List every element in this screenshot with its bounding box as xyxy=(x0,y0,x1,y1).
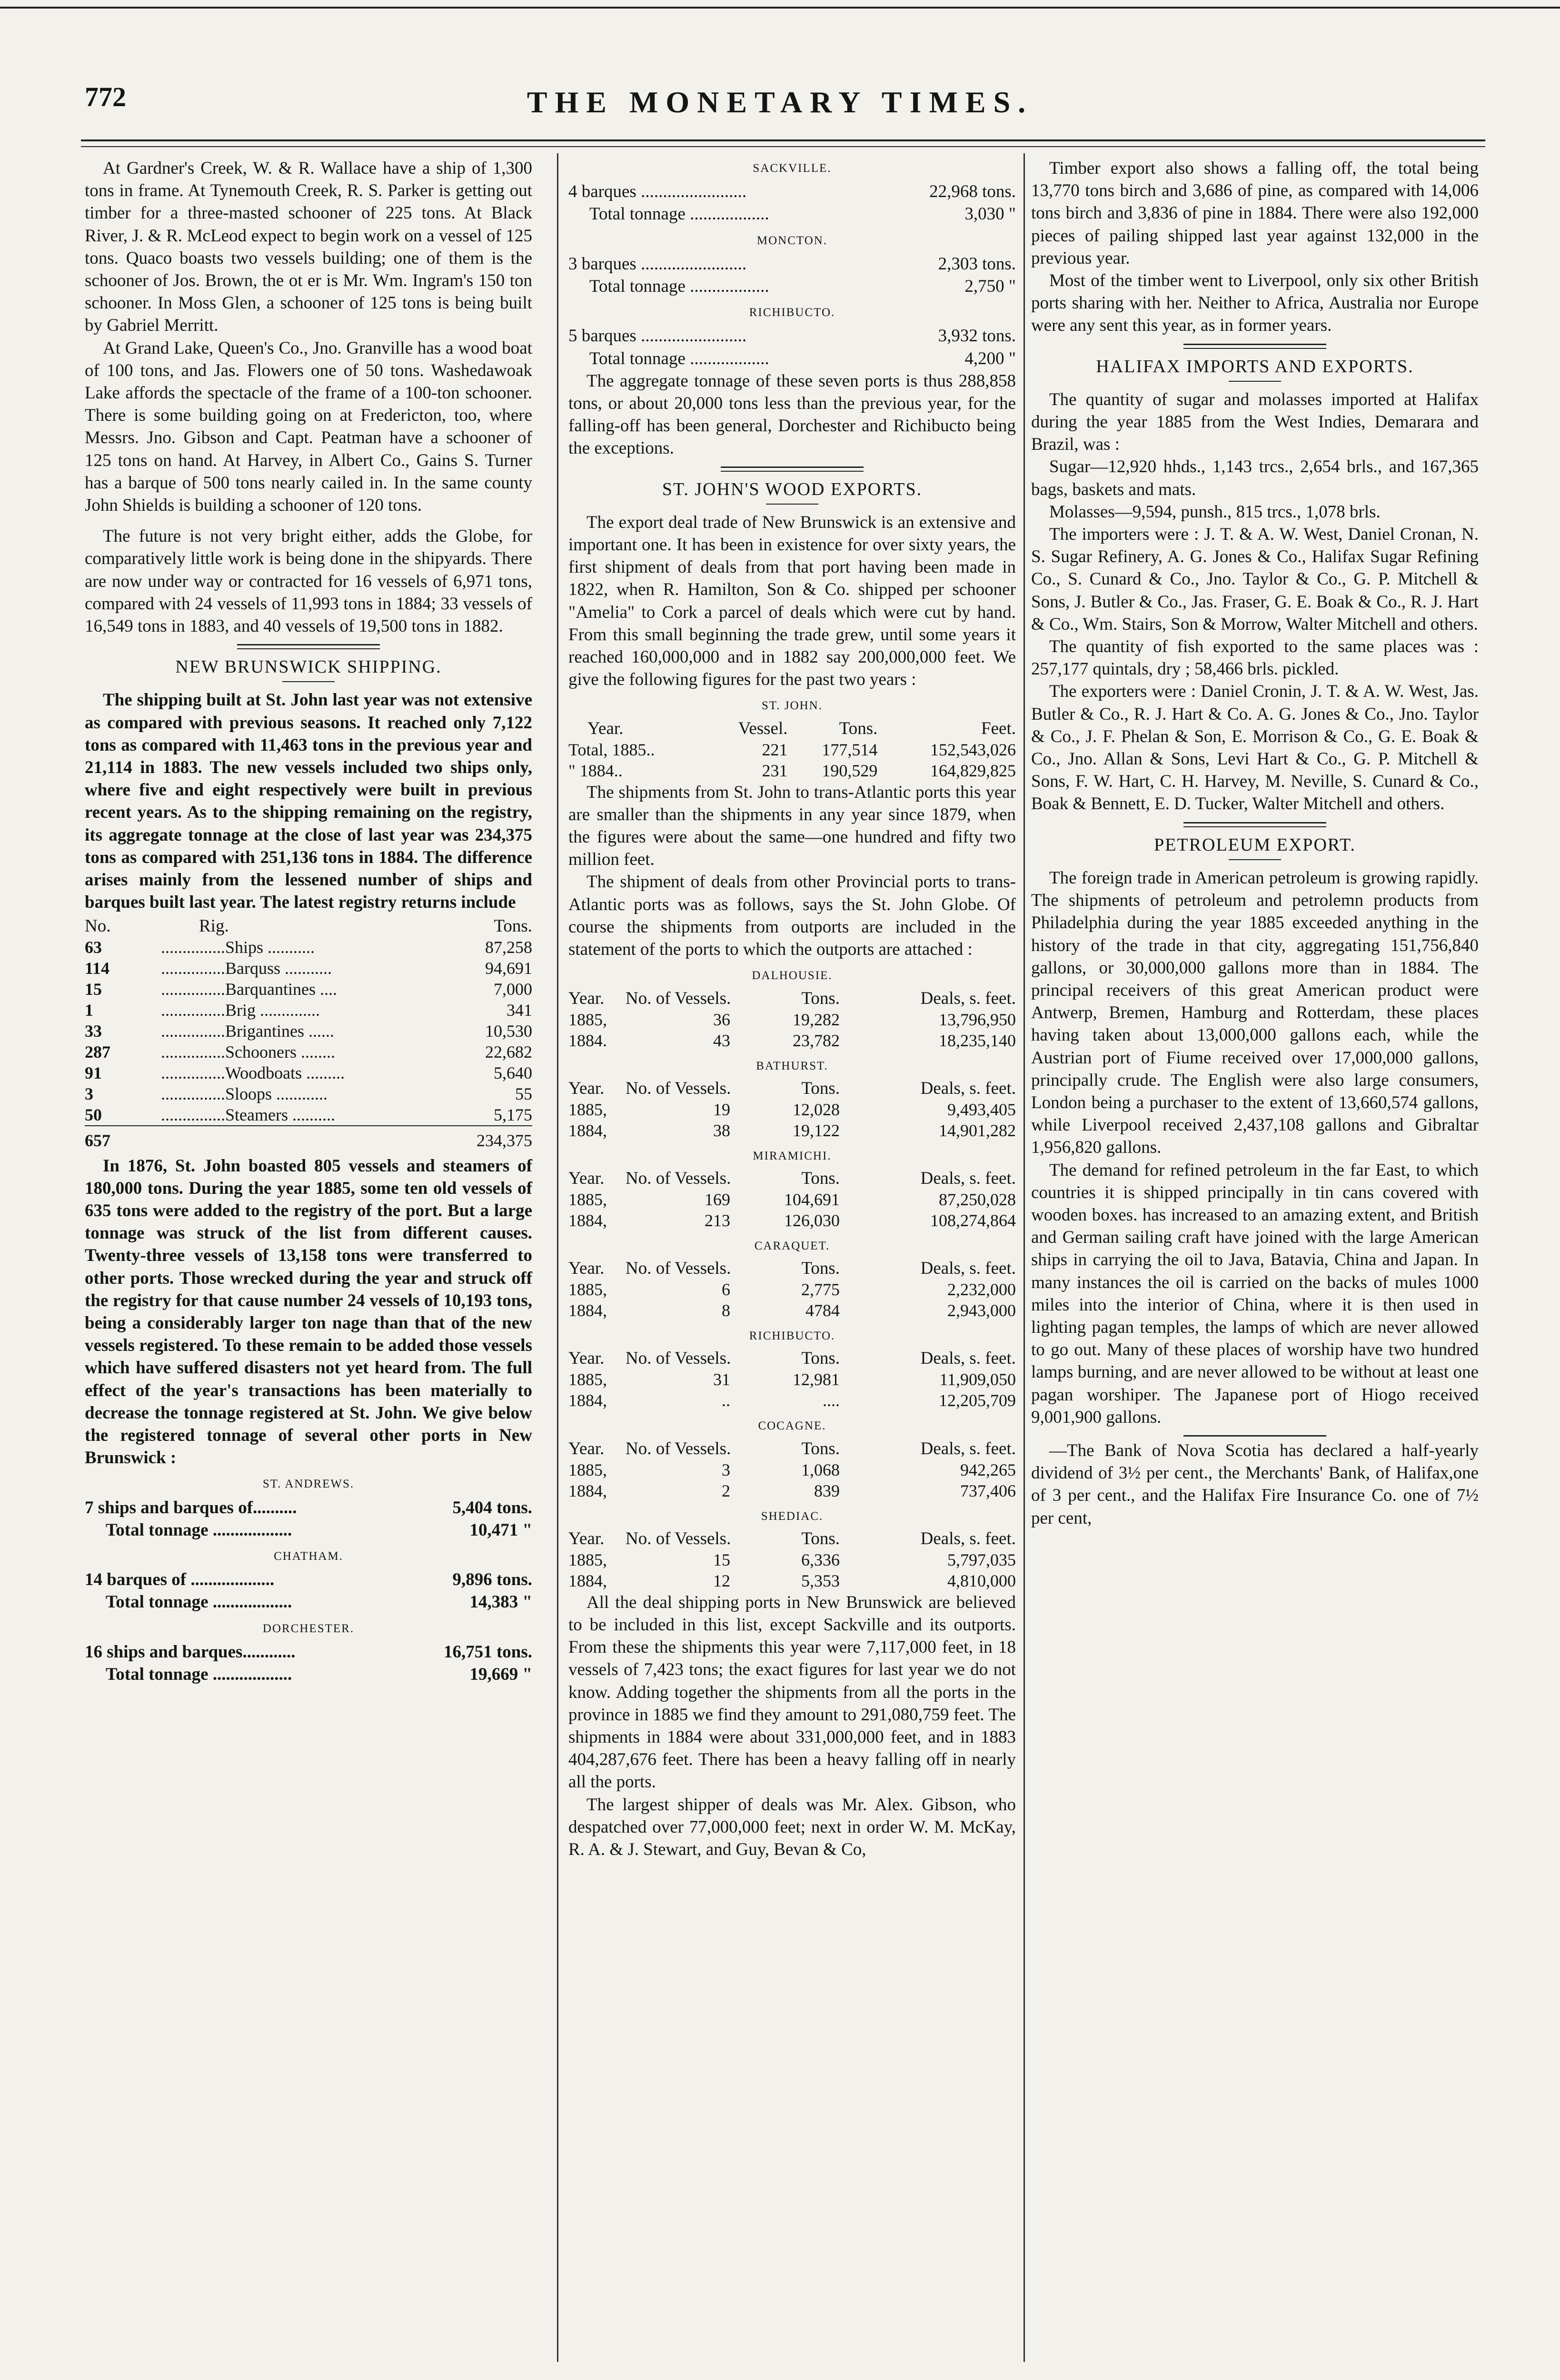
table-row xyxy=(568,1480,1016,1501)
header-rule-thin xyxy=(81,146,1485,147)
table-row: Total, 1885.. 221 177,514 152,543,026 xyxy=(568,740,1016,759)
deal-year: 1885, xyxy=(568,1550,607,1569)
deal-head-year: Year. xyxy=(568,988,605,1008)
table-row xyxy=(568,1459,1016,1480)
paragraph: Timber export also shows a falling off, the total being 13,770 tons birch and 3,686 of pine, as compared with 14,006 tons birch and 3,836 of pine in 1884. There were also 192,000 pieces of pailing shipped last year against 132,000 in the previous year. xyxy=(1031,159,1479,268)
deal-tons: 23,782 xyxy=(793,1031,840,1050)
paragraph: The shipment of deals from other Provincial ports to trans-Atlantic ports was as follows, says the St. John Globe. Of course the shipments from outports are included in the statement of the ports to which the outports are attached : xyxy=(568,872,1016,960)
registry-head-no: No. xyxy=(85,916,111,936)
deal-vessels: .. xyxy=(722,1391,730,1410)
deal-head-vessels: No. of Vessels. xyxy=(626,1528,731,1548)
table-row xyxy=(568,1279,1016,1300)
deal-year: 1884, xyxy=(568,1391,607,1410)
paragraph: Most of the timber went to Liverpool, only six other British ports sharing with her. Neither to Africa, Australia nor Europe were any sent this year, as in former years. xyxy=(1031,271,1479,336)
deal-head-vessels: No. of Vessels. xyxy=(626,1349,731,1368)
deal-vessels: 19 xyxy=(713,1100,730,1119)
deal-feet: 87,250,028 xyxy=(939,1190,1016,1209)
deal-vessels: 6 xyxy=(722,1280,730,1299)
section-rule xyxy=(1183,348,1326,349)
table-header-row xyxy=(568,1438,1016,1459)
paragraph: At Grand Lake, Queen's Co., Jno. Granville has a wood boat of 100 tons, and Jas. Flowers one of 50 tons. Washedawoak Lake affords the spectacle of the frame of a 100-ton schooner. There is some building going on at Fredericton, too, where Messrs. Jno. Gibson and Capt. Peatman have a schooner of 125 tons on hand. At Harvey, in Albert Co., Gains S. Turner has a barque of 500 tons nearly cailed in. In the same county John Shields is building a schooner of 120 tons. xyxy=(85,338,532,516)
paragraph: The aggregate tonnage of these seven ports is thus 288,858 tons, or about 20,000 tons less than the previous year, for the falling-off has been general, Dorchester and Richibucto being the exceptions. xyxy=(568,371,1016,458)
port-row: Total tonnage .................. 4,200 " xyxy=(589,348,1016,368)
registry-table xyxy=(85,916,532,1151)
deal-head-tons: Tons. xyxy=(801,1168,840,1188)
deal-tons: 839 xyxy=(814,1481,840,1500)
table-total-row: 657 234,375 xyxy=(85,1126,532,1151)
table-row xyxy=(568,1189,1016,1210)
section-rule xyxy=(1183,822,1326,823)
deal-year: 1885, xyxy=(568,1280,607,1299)
deal-vessels: 2 xyxy=(722,1481,730,1500)
masthead-title: THE MONETARY TIMES. xyxy=(527,85,1033,119)
deal-feet: 12,205,709 xyxy=(939,1391,1016,1410)
section-title-halifax: HALIFAX IMPORTS AND EXPORTS. xyxy=(1096,356,1414,377)
deal-feet: 108,274,864 xyxy=(930,1210,1016,1230)
section-title-wood-exports: ST. JOHN'S WOOD EXPORTS. xyxy=(662,479,923,499)
paragraph: The quantity of sugar and molasses imported at Halifax during the year 1885 from the West Indies, Demarara and Brazil, was : xyxy=(1031,389,1479,455)
deal-year: 1884, xyxy=(568,1210,607,1230)
deal-feet: 11,909,050 xyxy=(939,1370,1016,1389)
deal-head-year: Year. xyxy=(568,1078,605,1098)
table-row xyxy=(568,1570,1016,1591)
table-header-row xyxy=(568,988,1016,1009)
deal-head-vessels: No. of Vessels. xyxy=(626,1168,731,1188)
section-rule xyxy=(237,648,380,649)
port-row: Total tonnage .................. 19,669 " xyxy=(106,1664,532,1684)
deal-head-feet: Deals, s. feet. xyxy=(920,1168,1016,1188)
deal-feet: 14,901,282 xyxy=(939,1121,1016,1140)
deal-head-feet: Deals, s. feet. xyxy=(920,1438,1016,1458)
deal-head-tons: Tons. xyxy=(801,988,840,1008)
deal-feet: 2,943,000 xyxy=(947,1301,1016,1320)
deal-head-tons: Tons. xyxy=(801,1078,840,1098)
deal-year: 1885, xyxy=(568,1010,607,1029)
deal-vessels: 3 xyxy=(722,1460,730,1479)
section-rule xyxy=(237,644,380,645)
paragraph: The demand for refined petroleum in the far East, to which countries it is shipped principally in tin cans covered with wooden boxes. has increased to an amazing extent, and British and German sailing craft have joined with the large American ships in carrying the oil to Java, Batavia, China and Japan. In many instances the oil is carried on the backs of mules 1000 miles into the interior of China, where it is then used in lighting pagan temples, the lamps of which are never allowed to go out. Many of these places of worship have two hundred lamps burning, and are never allowed to be without at least one pagan worshiper. The Japanese port of Hiogo received 9,001,900 gallons. xyxy=(1031,1160,1479,1427)
column-3 xyxy=(1031,157,1479,1529)
port-heading: ST. JOHN. xyxy=(762,699,823,713)
deal-year: 1885, xyxy=(568,1190,607,1209)
port-row: 7 ships and barques of.......... 5,404 tons. xyxy=(85,1497,532,1517)
deal-year: 1885, xyxy=(568,1100,607,1119)
paragraph: The largest shipper of deals was Mr. Alex. Gibson, who despatched over 77,000,000 feet; next in order W. M. McKay, R. A. & J. Stewart, and Guy, Bevan & Co, xyxy=(568,1795,1016,1859)
table-row xyxy=(568,1369,1016,1390)
registry-head-rig: Rig. xyxy=(199,916,229,936)
port-row: Total tonnage .................. 3,030 " xyxy=(589,204,1016,224)
section-rule xyxy=(1183,1435,1326,1437)
deal-vessels: 12 xyxy=(713,1571,730,1590)
deal-head-year: Year. xyxy=(568,1259,605,1279)
deal-feet: 5,797,035 xyxy=(947,1550,1016,1569)
deal-head-tons: Tons. xyxy=(801,1438,840,1458)
table-row: 1 ...............Brig .............. 341 xyxy=(85,1000,532,1020)
section-rule xyxy=(721,471,864,472)
paragraph: Sugar—12,920 hhds., 1,143 trcs., 2,654 brls., and 167,365 bags, baskets and mats. xyxy=(1031,457,1479,499)
port-row: 5 barques ........................ 3,932 tons. xyxy=(568,326,1016,346)
column-divider-1 xyxy=(557,153,558,2362)
paragraph: The quantity of fish exported to the same places was : 257,177 quintals, dry ; 58,466 brls. pickled. xyxy=(1031,637,1479,679)
deal-head-vessels: No. of Vessels. xyxy=(626,1438,731,1458)
port-row: Total tonnage .................. 2,750 " xyxy=(589,277,1016,297)
port-row: Total tonnage .................. 14,383 " xyxy=(106,1592,532,1612)
deal-year: 1884, xyxy=(568,1571,607,1590)
deal-feet: 13,796,950 xyxy=(939,1010,1016,1029)
column-2 xyxy=(568,157,1016,1861)
deal-tons: 126,030 xyxy=(784,1210,840,1230)
table-row: 287 ...............Schooners ........ 22,682 xyxy=(85,1042,532,1061)
port-heading: BATHURST. xyxy=(756,1059,828,1072)
page-number: 772 xyxy=(85,81,126,112)
table-row xyxy=(568,1009,1016,1030)
deal-head-tons: Tons. xyxy=(801,1259,840,1279)
table-row xyxy=(568,1120,1016,1141)
deal-vessels: 15 xyxy=(713,1550,730,1569)
port-heading: SHEDIAC. xyxy=(761,1509,824,1523)
deal-tons: 2,775 xyxy=(801,1280,840,1299)
table-row: 3 ...............Sloops ............ 55 xyxy=(85,1084,532,1103)
port-heading: DORCHESTER. xyxy=(262,1622,355,1635)
deal-head-feet: Deals, s. feet. xyxy=(920,1528,1016,1548)
port-heading: ST. ANDREWS. xyxy=(262,1478,355,1491)
paragraph: The future is not very bright either, adds the Globe, for comparatively little work is being done in the shipyards. There are now under way or contracted for 16 vessels of 6,971 tons, compared with 24 vessels of 11,993 tons in 1884; 33 vessels of 16,549 tons in 1883, and 40 vessels of 19,500 tons in 1882. xyxy=(85,526,532,636)
deal-year: 1885, xyxy=(568,1460,607,1479)
deal-year: 1884, xyxy=(568,1481,607,1500)
paragraph: In 1876, St. John boasted 805 vessels and steamers of 180,000 tons. During the year 1885, some ten old vessels of 635 tons were added to the registry of the port. But a large tonnage was struck of the list from different causes. Twenty-three vessels of 13,158 tons were transferred to other ports. Those wrecked during the year and struck off the registry for that cause number 24 vessels of 10,193 tons, being a considerably larger ton nage than that of the new vessels registered. To these remain to be added those vessels which have suffered disasters not yet heard from. The full effect of the year's transactions has been materially to decrease the tonnage registered at St. John. We give below the registered tonnage of several other ports in New Brunswick : xyxy=(85,1156,532,1468)
column-1 xyxy=(85,157,532,1686)
table-row: 50 ...............Steamers .......... 5,175 xyxy=(85,1105,532,1124)
section-title-petroleum: PETROLEUM EXPORT. xyxy=(1154,834,1356,855)
paragraph: The importers were : J. T. & A. W. West, Daniel Cronan, N. S. Sugar Refinery, A. G. Jones & Co., Halifax Sugar Refining Co., S. Cunard & Co., Jno. Taylor & Co., G. P. Mitchell & Sons, J. Butler & Co., Jas. Fraser, G. E. Boak & Co., R. J. Hart & Co., Wm. Stairs, Son & Morrow, Walter Mitchell and others. xyxy=(1031,525,1479,634)
deal-tons: 19,122 xyxy=(793,1121,840,1140)
short-rule xyxy=(766,504,818,505)
table-header-row xyxy=(568,1528,1016,1549)
deal-head-year: Year. xyxy=(568,1528,605,1548)
paragraph: The shipping built at St. John last year was not extensive as compared with previous seasons. It reached only 7,122 tons as compared with 11,463 tons in the previous year and 21,114 in 1883. The new vessels included two ships only, where five and eight respectively were built in previous recent years. As to the shipping remaining on the registry, its aggregate tonnage at the close of last year was 234,375 tons as compared with 251,136 tons in 1884. The difference arises mainly from the lessened number of ships and barques built last year. The latest registry returns include xyxy=(85,690,532,912)
deal-feet: 942,265 xyxy=(960,1460,1016,1479)
port-row: 16 ships and barques............ 16,751 tons. xyxy=(85,1642,532,1662)
deal-feet: 18,235,140 xyxy=(939,1031,1016,1050)
deal-vessels: 38 xyxy=(713,1121,730,1140)
paragraph: The shipments from St. John to trans-Atlantic ports this year are smaller than the shipments in any year since 1879, when the figures were about the same—one hundred and fifty two million feet. xyxy=(568,782,1016,870)
port-heading: DALHOUSIE. xyxy=(752,969,833,982)
deal-head-year: Year. xyxy=(568,1438,605,1458)
deal-feet: 2,232,000 xyxy=(947,1280,1016,1299)
deal-year: 1884, xyxy=(568,1121,607,1140)
port-heading: SACKVILLE. xyxy=(753,162,832,175)
short-rule xyxy=(282,681,335,682)
table-header-row xyxy=(568,1168,1016,1189)
deal-head-feet: Deals, s. feet. xyxy=(920,1259,1016,1279)
deal-table xyxy=(568,1528,1016,1591)
table-row: 63 ...............Ships ........... 87,258 xyxy=(85,937,532,957)
table-row xyxy=(568,1099,1016,1120)
table-row: " 1884.. 231 190,529 164,829,825 xyxy=(568,761,1016,780)
deal-vessels: 169 xyxy=(705,1190,730,1209)
port-heading: RICHIBUCTO. xyxy=(749,1329,835,1343)
header-rule xyxy=(81,139,1485,141)
port-row: 14 barques of ................... 9,896 tons. xyxy=(85,1570,532,1590)
deal-feet: 9,493,405 xyxy=(947,1100,1016,1119)
deal-head-vessels: No. of Vessels. xyxy=(626,1078,731,1098)
table-row xyxy=(568,1390,1016,1411)
paragraph: All the deal shipping ports in New Brunswick are believed to be included in this list, except Sackville and its outports. From these the shipments this year were 7,117,000 feet, in 18 vessels of 7,423 tons; the exact figures for last year we do not know. Adding together the shipments from all the ports in the province in 1885 we find they amount to 291,080,759 feet. The shipments in 1884 were about 331,000,000 feet, and in 1883 404,287,676 feet. There has been a heavy falling off in nearly all the ports. xyxy=(568,1592,1016,1792)
deal-table xyxy=(568,1438,1016,1501)
deal-vessels: 43 xyxy=(713,1031,730,1050)
section-rule xyxy=(721,466,864,468)
deal-table xyxy=(568,1258,1016,1321)
deal-tons: 19,282 xyxy=(793,1010,840,1029)
deal-table xyxy=(568,988,1016,1051)
deal-head-tons: Tons. xyxy=(801,1349,840,1368)
port-row: Total tonnage .................. 10,471 " xyxy=(106,1520,532,1540)
section-rule xyxy=(1183,344,1326,345)
deal-head-feet: Deals, s. feet. xyxy=(920,1349,1016,1368)
deal-tons: .... xyxy=(823,1391,840,1410)
table-row xyxy=(568,1030,1016,1051)
deal-head-vessels: No. of Vessels. xyxy=(626,988,731,1008)
port-heading: CARAQUET. xyxy=(754,1239,830,1252)
deal-feet: 737,406 xyxy=(960,1481,1016,1500)
port-heading: COCAGNE. xyxy=(758,1419,826,1433)
stjohn-table: Year. Vessel. Tons. Feet. Total, 1885.. 221 177,514 152,543,026 " 1884.. 231 190,529 164,829,825 xyxy=(568,718,1016,780)
table-row: 33 ...............Brigantines ...... 10,530 xyxy=(85,1021,532,1041)
deal-year: 1884. xyxy=(568,1031,607,1050)
deal-year: 1884, xyxy=(568,1301,607,1320)
table-header-row xyxy=(568,1078,1016,1099)
deal-tons: 5,353 xyxy=(801,1571,840,1590)
paragraph: The foreign trade in American petroleum is growing rapidly. The shipments of petroleum and petrolemn products from Philadelphia during the year 1885 exceeded anything in the history of the trade in that city, aggregating 151,756,840 gallons, or 30,000,000 gallons more than in 1884. The principal receivers of this great American product were Antwerp, Bremen, Hamburg and Rotterdam, these places having taken about 13,000,000 gallons each, while the Austrian port of Fiume received over 17,000,000 gallons, principally crude. The English were also large consumers, London being a purchaser to the extent of 13,660,574 gallons, while Liverpool received 2,437,108 gallons and Gibraltar 1,956,820 gallons. xyxy=(1031,868,1479,1158)
deal-head-year: Year. xyxy=(568,1168,605,1188)
deal-tons: 12,028 xyxy=(793,1100,840,1119)
section-title-nb-shipping: NEW BRUNSWICK SHIPPING. xyxy=(175,657,442,677)
deal-tons: 4784 xyxy=(805,1301,840,1320)
deal-vessels: 36 xyxy=(713,1010,730,1029)
deal-vessels: 31 xyxy=(713,1370,730,1389)
deal-tons: 1,068 xyxy=(801,1460,840,1479)
column-divider-2 xyxy=(1023,153,1025,2362)
table-row xyxy=(568,1210,1016,1231)
short-rule xyxy=(1229,381,1281,382)
short-rule xyxy=(1229,859,1281,860)
table-row: 114 ...............Barquss ........... 94,691 xyxy=(85,958,532,978)
deal-head-tons: Tons. xyxy=(801,1528,840,1548)
table-row xyxy=(568,1300,1016,1321)
deal-table xyxy=(568,1348,1016,1411)
deal-head-feet: Deals, s. feet. xyxy=(920,988,1016,1008)
port-heading: MONCTON. xyxy=(756,234,828,247)
deal-head-vessels: No. of Vessels. xyxy=(626,1259,731,1279)
table-row xyxy=(568,1549,1016,1570)
table-header-row xyxy=(568,1348,1016,1369)
deal-tons: 12,981 xyxy=(793,1370,840,1389)
port-heading: CHATHAM. xyxy=(274,1549,343,1563)
port-heading: RICHIBUCTO. xyxy=(749,306,835,319)
section-rule xyxy=(1183,826,1326,827)
paragraph: The exporters were : Daniel Cronin, J. T. & A. W. West, Jas. Butler & Co., R. J. Hart & Co. A. G. Jones & Co., Jno. Taylor & Co., J. F. Phelan & Son, E. Morrison & Co., G. E. Boak & Co., Jno. Allan & Sons, Levi Hart & Co., G. P. Mitchell & Sons, F. W. Hart, C. H. Harvey, M. Neville, S. Cunard & Co., Boak & Bennett, E. D. Tucker, Walter Mitchell and others. xyxy=(1031,682,1479,814)
deal-tons: 6,336 xyxy=(801,1550,840,1569)
paragraph: At Gardner's Creek, W. & R. Wallace have a ship of 1,300 tons in frame. At Tynemouth Creek, R. S. Parker is getting out timber for a three-masted schooner of 225 tons. At Black River, J. & R. McLeod expect to begin work on a vessel of 125 tons. Quaco boasts two vessels building; one of them is the schooner of Jos. Brown, the ot er is Mr. Wm. Ingram's 150 ton schooner. In Moss Glen, a schooner of 125 tons is being built by Gabriel Merritt. xyxy=(85,159,532,336)
paragraph: Molasses—9,594, punsh., 815 trcs., 1,078 brls. xyxy=(1049,502,1381,522)
paragraph: The export deal trade of New Brunswick is an extensive and important one. It has been in existence for over sixty years, the first shipment of deals from that port having been made in 1822, when R. Hamilton, Son & Co. shipped per schooner "Amelia" to Cork a parcel of deals which were cut by hand. From this small beginning the trade grew, until some years it reached 160,000,000 and in 1882 say 200,000,000 feet. We give the following figures for the past two years : xyxy=(568,512,1016,690)
port-row: 3 barques ........................ 2,303 tons. xyxy=(568,254,1016,274)
port-heading: MIRAMICHI. xyxy=(753,1149,832,1162)
deal-head-year: Year. xyxy=(568,1349,605,1368)
registry-head-tons: Tons. xyxy=(494,916,532,936)
deal-vessels: 8 xyxy=(722,1301,730,1320)
deal-feet: 4,810,000 xyxy=(947,1571,1016,1590)
table-row: 91 ...............Woodboats ......... 5,640 xyxy=(85,1063,532,1082)
deal-head-feet: Deals, s. feet. xyxy=(920,1078,1016,1098)
table-header-row xyxy=(568,1258,1016,1279)
deal-vessels: 213 xyxy=(705,1210,730,1230)
deal-year: 1885, xyxy=(568,1370,607,1389)
deal-shipments xyxy=(568,964,1016,1591)
deal-tons: 104,691 xyxy=(784,1190,840,1209)
deal-table xyxy=(568,1168,1016,1231)
deal-table xyxy=(568,1078,1016,1141)
top-border xyxy=(0,7,1560,9)
paragraph: —The Bank of Nova Scotia has declared a half-yearly dividend of 3½ per cent., the Merchants' Bank, of Halifax,one of 3 per cent., and the Halifax Fire Insurance Co. one of 7½ per cent, xyxy=(1031,1440,1479,1528)
port-row: 4 barques ........................ 22,968 tons. xyxy=(568,182,1016,202)
table-row: 15 ...............Barquantines .... 7,000 xyxy=(85,979,532,999)
